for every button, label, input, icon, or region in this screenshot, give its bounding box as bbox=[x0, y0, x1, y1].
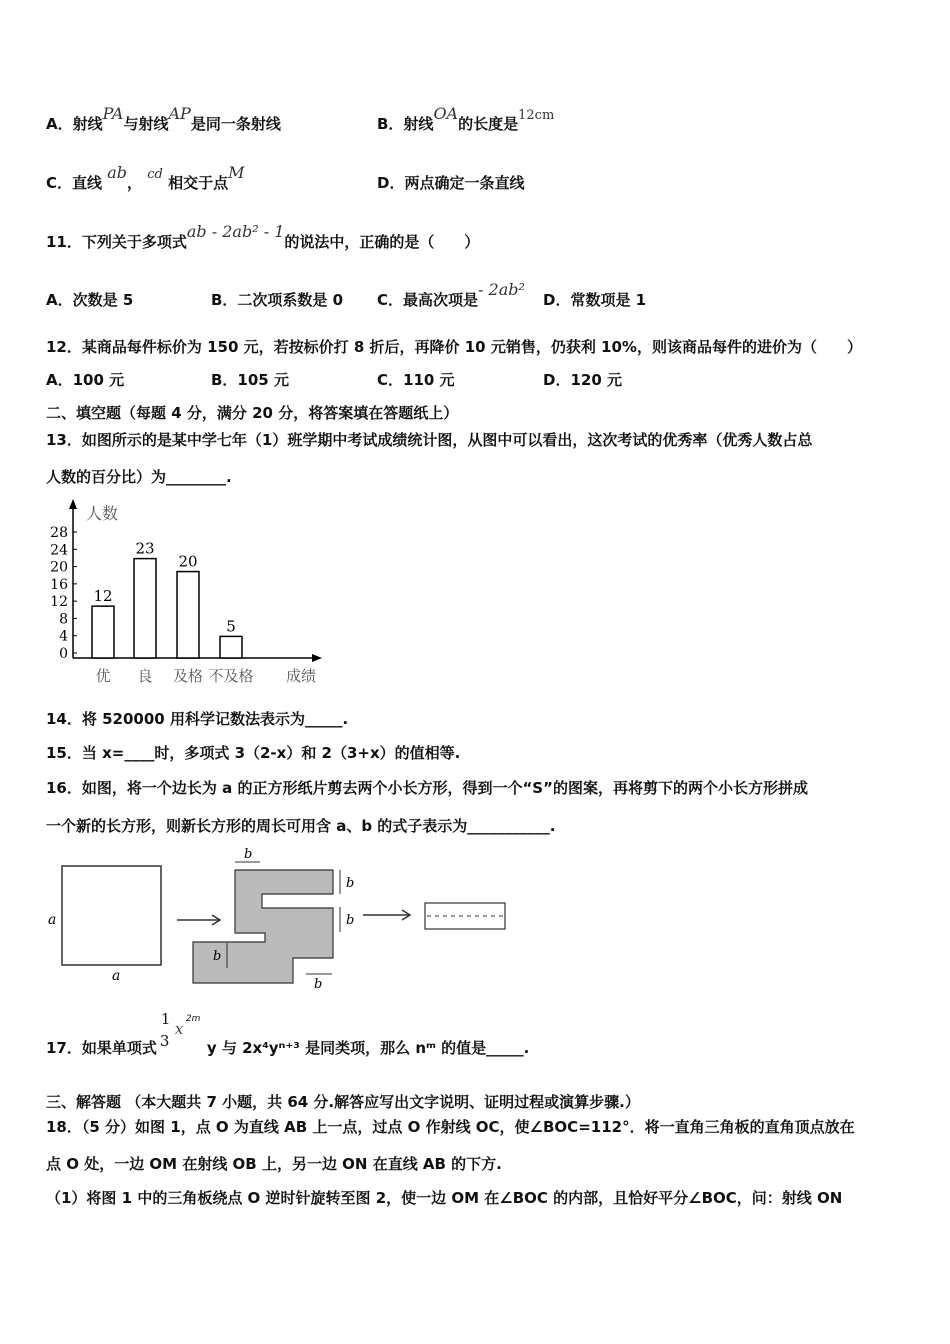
q17: 17．如果单项式 1 3 x 2m y 与 2x⁴yⁿ⁺³ 是同类项，那么 nᵐ 的值是_____. bbox=[46, 1010, 530, 1057]
x-tick-label: 良 bbox=[137, 667, 153, 685]
q11-stem: 11．下列关于多项式ab - 2ab² - 1的说法中，正确的是（ ） bbox=[46, 222, 480, 251]
q16-line1: 16．如图，将一个边长为 a 的正方形纸片剪去两个小长方形，得到一个“S”的图案，再将剪下的两个小长方形拼成 bbox=[46, 779, 808, 797]
y-tick-label: 16 bbox=[50, 576, 68, 593]
bar-良 bbox=[134, 559, 156, 658]
bottom-label-a: a bbox=[112, 968, 121, 984]
q12-option-b: B．105 元 bbox=[211, 371, 289, 389]
q11-option-b: B．二次项系数是 0 bbox=[211, 291, 344, 309]
arrow-icon bbox=[363, 910, 410, 920]
q10-option-d: D．两点确定一条直线 bbox=[377, 174, 525, 192]
s-shape bbox=[193, 870, 333, 983]
label-b-right1: b bbox=[346, 876, 355, 891]
label-b-right2: b bbox=[346, 913, 355, 928]
q14: 14．将 520000 用科学记数法表示为_____. bbox=[46, 710, 349, 728]
y-tick-label: 0 bbox=[59, 646, 68, 662]
x-tick-label: 及格 bbox=[172, 667, 204, 685]
y-tick-label: 24 bbox=[50, 542, 68, 559]
label-b-left: b bbox=[213, 949, 222, 964]
q10-option-c: C．直线 ab， cd 相交于点M bbox=[46, 163, 245, 192]
q12-stem: 12．某商品每件标价为 150 元，若按标价打 8 折后，再降价 10 元销售，仍获利 10%，则该商品每件的进价为（ ） bbox=[46, 338, 862, 356]
label-b-bottom: b bbox=[314, 977, 323, 992]
q12-option-a: A．100 元 bbox=[46, 371, 125, 389]
bar-chart bbox=[40, 495, 340, 695]
data-label: 23 bbox=[135, 539, 155, 558]
q12-option-d: D．120 元 bbox=[543, 371, 622, 389]
q16-line2: 一个新的长方形，则新长方形的周长可用含 a、b 的式子表示为___________. bbox=[46, 817, 556, 835]
x-axis-arrow bbox=[312, 654, 322, 662]
bar-优 bbox=[92, 606, 114, 658]
y-tick-label: 8 bbox=[59, 611, 68, 628]
y-tick-label: 4 bbox=[59, 628, 68, 645]
y-tick-label: 20 bbox=[50, 559, 68, 576]
y-tick-label: 12 bbox=[50, 594, 68, 611]
s-shape-figure bbox=[40, 840, 520, 1000]
q15: 15．当 x=____时，多项式 3（2-x）和 2（3+x）的值相等. bbox=[46, 744, 461, 762]
q11-option-d: D．常数项是 1 bbox=[543, 291, 647, 309]
x-axis-label: 成绩 bbox=[286, 667, 317, 685]
section-3-heading: 三、解答题 （本大题共 7 小题，共 64 分.解答应写出文字说明、证明过程或演算步骤.） bbox=[46, 1093, 640, 1111]
q13-line1: 13．如图所示的是某中学七年（1）班学期中考试成绩统计图，从图中可以看出，这次考试的优秀率（优秀人数占总 bbox=[46, 431, 813, 449]
data-label: 5 bbox=[226, 617, 236, 636]
y-axis-arrow bbox=[69, 499, 77, 509]
bar-不及格 bbox=[220, 636, 242, 658]
q13-line2: 人数的百分比）为________. bbox=[46, 468, 232, 486]
arrow-icon bbox=[177, 915, 220, 925]
data-label: 12 bbox=[93, 587, 113, 606]
x-tick-label: 不及格 bbox=[208, 667, 254, 685]
bar-及格 bbox=[177, 572, 199, 658]
y-axis-label: 人数 bbox=[86, 504, 119, 523]
x-tick-label: 优 bbox=[95, 667, 111, 685]
q11-option-c: C．最高次项是- 2ab² bbox=[377, 280, 525, 309]
square bbox=[62, 866, 161, 965]
data-label: 20 bbox=[178, 552, 198, 571]
y-tick-label: 28 bbox=[50, 525, 68, 541]
section-2-heading: 二、填空题（每题 4 分，满分 20 分，将答案填在答题纸上） bbox=[46, 404, 459, 422]
q10-option-a: A．射线PA与射线AP是同一条射线 bbox=[46, 104, 281, 133]
q18-part1: （1）将图 1 中的三角板绕点 O 逆时针旋转至图 2，使一边 OM 在∠BOC 的内部，且恰好平分∠BOC，问：射线 ON bbox=[46, 1189, 843, 1207]
side-label-a: a bbox=[48, 912, 57, 928]
q12-option-c: C．110 元 bbox=[377, 371, 455, 389]
q18-line2: 点 O 处，一边 OM 在射线 OB 上，另一边 ON 在直线 AB 的下方. bbox=[46, 1155, 502, 1173]
q18-line1: 18．（5 分）如图 1，点 O 为直线 AB 上一点，过点 O 作射线 OC，使∠BOC=112°．将一直角三角板的直角顶点放在 bbox=[46, 1118, 855, 1136]
q10-option-b: B．射线OA的长度是12cm bbox=[377, 104, 555, 133]
label-b-top: b bbox=[244, 847, 253, 862]
q11-option-a: A．次数是 5 bbox=[46, 291, 134, 309]
